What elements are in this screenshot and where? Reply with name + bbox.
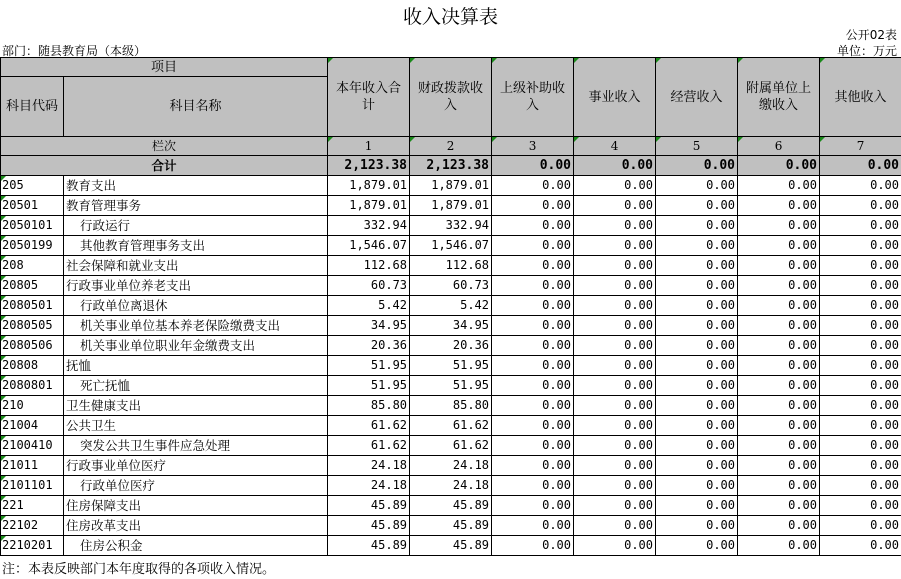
cell-value: 0.00 — [574, 456, 656, 476]
income-table — [0, 57, 901, 556]
cell-value: 0.00 — [656, 276, 738, 296]
cell-value: 0.00 — [656, 216, 738, 236]
subject-code: 20805 — [1, 276, 64, 296]
cell-value: 0.00 — [820, 216, 901, 236]
cell-value: 0.00 — [738, 416, 820, 436]
cell-value: 61.62 — [410, 416, 492, 436]
cell-value: 20.36 — [328, 336, 410, 356]
cell-value: 0.00 — [492, 396, 574, 416]
cell-value: 0.00 — [492, 476, 574, 496]
header-col-3: 上级补助收入 — [492, 58, 574, 137]
table-row — [1, 316, 901, 336]
subject-name: 突发公共卫生事件应急处理 — [64, 436, 328, 456]
subject-name: 住房保障支出 — [64, 496, 328, 516]
cell-value: 0.00 — [820, 336, 901, 356]
cell-value: 0.00 — [738, 216, 820, 236]
cell-value: 112.68 — [410, 256, 492, 276]
cell-value: 1,879.01 — [328, 176, 410, 196]
cell-value: 0.00 — [492, 276, 574, 296]
table-row — [1, 336, 901, 356]
subject-name: 机关事业单位职业年金缴费支出 — [64, 336, 328, 356]
header-col-7: 其他收入 — [820, 58, 901, 137]
total-label: 合计 — [1, 156, 328, 176]
table-row — [1, 416, 901, 436]
table-row — [1, 236, 901, 256]
cell-value: 0.00 — [656, 336, 738, 356]
subject-name: 机关事业单位基本养老保险缴费支出 — [64, 316, 328, 336]
cell-value: 0.00 — [492, 336, 574, 356]
subject-code: 2080801 — [1, 376, 64, 396]
cell-value: 0.00 — [492, 456, 574, 476]
cell-value: 0.00 — [492, 296, 574, 316]
cell-value: 0.00 — [574, 436, 656, 456]
table-row — [1, 376, 901, 396]
subject-code: 2080501 — [1, 296, 64, 316]
cell-value: 0.00 — [738, 376, 820, 396]
table-row — [1, 496, 901, 516]
column-index: 4 — [574, 137, 656, 156]
cell-value: 0.00 — [738, 516, 820, 536]
cell-value: 24.18 — [410, 476, 492, 496]
column-index: 5 — [656, 137, 738, 156]
subject-name: 行政事业单位养老支出 — [64, 276, 328, 296]
cell-value: 0.00 — [820, 476, 901, 496]
table-row — [1, 516, 901, 536]
subject-name: 行政运行 — [64, 216, 328, 236]
cell-value: 0.00 — [656, 316, 738, 336]
cell-value: 0.00 — [574, 316, 656, 336]
subject-code: 2080505 — [1, 316, 64, 336]
cell-value: 0.00 — [738, 396, 820, 416]
subject-name: 行政单位离退休 — [64, 296, 328, 316]
cell-value: 45.89 — [410, 496, 492, 516]
cell-value: 0.00 — [574, 276, 656, 296]
cell-value: 61.62 — [410, 436, 492, 456]
cell-value: 1,879.01 — [410, 176, 492, 196]
cell-value: 51.95 — [328, 356, 410, 376]
cell-value: 1,879.01 — [410, 196, 492, 216]
cell-value: 0.00 — [492, 256, 574, 276]
cell-value: 0.00 — [574, 296, 656, 316]
cell-value: 0.00 — [574, 396, 656, 416]
cell-value: 0.00 — [820, 416, 901, 436]
cell-value: 45.89 — [328, 496, 410, 516]
cell-value: 0.00 — [656, 516, 738, 536]
subject-code: 2050199 — [1, 236, 64, 256]
cell-value: 0.00 — [492, 516, 574, 536]
total-value: 0.00 — [574, 156, 656, 176]
cell-value: 0.00 — [738, 436, 820, 456]
cell-value: 1,546.07 — [328, 236, 410, 256]
table-row — [1, 536, 901, 556]
subject-name: 抚恤 — [64, 356, 328, 376]
cell-value: 0.00 — [656, 296, 738, 316]
subject-code: 2101101 — [1, 476, 64, 496]
cell-value: 0.00 — [574, 256, 656, 276]
total-value: 2,123.38 — [328, 156, 410, 176]
subject-code: 221 — [1, 496, 64, 516]
cell-value: 0.00 — [656, 496, 738, 516]
subject-code: 21004 — [1, 416, 64, 436]
cell-value: 0.00 — [820, 276, 901, 296]
cell-value: 0.00 — [574, 376, 656, 396]
table-row — [1, 436, 901, 456]
cell-value: 34.95 — [328, 316, 410, 336]
column-index: 3 — [492, 137, 574, 156]
cell-value: 0.00 — [738, 236, 820, 256]
cell-value: 45.89 — [328, 516, 410, 536]
cell-value: 0.00 — [492, 416, 574, 436]
cell-value: 0.00 — [574, 196, 656, 216]
subject-code: 20501 — [1, 196, 64, 216]
subject-code: 22102 — [1, 516, 64, 536]
total-value: 0.00 — [820, 156, 901, 176]
cell-value: 51.95 — [410, 356, 492, 376]
total-value: 0.00 — [738, 156, 820, 176]
cell-value: 61.62 — [328, 416, 410, 436]
subject-name: 公共卫生 — [64, 416, 328, 436]
cell-value: 5.42 — [410, 296, 492, 316]
cell-value: 20.36 — [410, 336, 492, 356]
cell-value: 0.00 — [656, 456, 738, 476]
cell-value: 0.00 — [574, 516, 656, 536]
cell-value: 0.00 — [656, 356, 738, 376]
cell-value: 0.00 — [820, 356, 901, 376]
subject-name: 卫生健康支出 — [64, 396, 328, 416]
cell-value: 0.00 — [492, 196, 574, 216]
total-value: 0.00 — [492, 156, 574, 176]
subject-code: 2080506 — [1, 336, 64, 356]
table-row — [1, 196, 901, 216]
cell-value: 0.00 — [492, 436, 574, 456]
subject-name: 教育支出 — [64, 176, 328, 196]
cell-value: 0.00 — [656, 256, 738, 276]
cell-value: 0.00 — [738, 336, 820, 356]
subject-code: 2050101 — [1, 216, 64, 236]
cell-value: 0.00 — [656, 416, 738, 436]
cell-value: 0.00 — [738, 536, 820, 556]
cell-value: 0.00 — [738, 456, 820, 476]
cell-value: 51.95 — [410, 376, 492, 396]
cell-value: 0.00 — [820, 536, 901, 556]
header-col-5: 经营收入 — [656, 58, 738, 137]
form-number: 公开02表 — [845, 28, 897, 42]
cell-value: 0.00 — [820, 196, 901, 216]
cell-value: 0.00 — [574, 536, 656, 556]
subject-name: 社会保障和就业支出 — [64, 256, 328, 276]
cell-value: 0.00 — [574, 236, 656, 256]
cell-value: 0.00 — [820, 316, 901, 336]
cell-value: 60.73 — [328, 276, 410, 296]
cell-value: 0.00 — [574, 476, 656, 496]
cell-value: 24.18 — [328, 476, 410, 496]
unit-label: 单位：万元 — [836, 44, 897, 58]
table-row — [1, 216, 901, 236]
subject-name: 行政事业单位医疗 — [64, 456, 328, 476]
subject-code: 2210201 — [1, 536, 64, 556]
cell-value: 85.80 — [410, 396, 492, 416]
department-label: 部门：随县教育局（本级） — [2, 44, 147, 58]
column-index: 6 — [738, 137, 820, 156]
header-col-1: 本年收入合计 — [328, 58, 410, 137]
header-name: 科目名称 — [64, 77, 328, 137]
cell-value: 0.00 — [656, 436, 738, 456]
table-row — [1, 296, 901, 316]
table-row — [1, 256, 901, 276]
cell-value: 332.94 — [328, 216, 410, 236]
table-row — [1, 396, 901, 416]
cell-value: 0.00 — [656, 376, 738, 396]
table-row — [1, 176, 901, 196]
cell-value: 0.00 — [820, 256, 901, 276]
cell-value: 0.00 — [738, 356, 820, 376]
cell-value: 0.00 — [656, 396, 738, 416]
total-value: 0.00 — [656, 156, 738, 176]
cell-value: 0.00 — [492, 356, 574, 376]
cell-value: 0.00 — [738, 276, 820, 296]
header-item: 项目 — [1, 58, 328, 77]
cell-value: 0.00 — [656, 476, 738, 496]
subject-name: 行政单位医疗 — [64, 476, 328, 496]
subject-code: 205 — [1, 176, 64, 196]
subject-code: 21011 — [1, 456, 64, 476]
subject-name: 住房改革支出 — [64, 516, 328, 536]
cell-value: 0.00 — [492, 216, 574, 236]
cell-value: 45.89 — [328, 536, 410, 556]
header-col-6: 附属单位上缴收入 — [738, 58, 820, 137]
cell-value: 0.00 — [656, 236, 738, 256]
cell-value: 0.00 — [738, 296, 820, 316]
cell-value: 0.00 — [820, 496, 901, 516]
cell-value: 0.00 — [820, 516, 901, 536]
column-index: 2 — [410, 137, 492, 156]
cell-value: 0.00 — [738, 196, 820, 216]
cell-value: 0.00 — [492, 536, 574, 556]
cell-value: 0.00 — [820, 176, 901, 196]
cell-value: 45.89 — [410, 536, 492, 556]
cell-value: 0.00 — [820, 436, 901, 456]
cell-value: 0.00 — [820, 396, 901, 416]
footnote: 注：本表反映部门本年度取得的各项收入情况。 — [2, 562, 276, 577]
subject-code: 210 — [1, 396, 64, 416]
cell-value: 0.00 — [738, 476, 820, 496]
cell-value: 0.00 — [492, 316, 574, 336]
cell-value: 0.00 — [574, 356, 656, 376]
cell-value: 0.00 — [820, 236, 901, 256]
cell-value: 112.68 — [328, 256, 410, 276]
cell-value: 61.62 — [328, 436, 410, 456]
cell-value: 0.00 — [656, 196, 738, 216]
cell-value: 45.89 — [410, 516, 492, 536]
cell-value: 0.00 — [738, 176, 820, 196]
cell-value: 0.00 — [820, 296, 901, 316]
cell-value: 85.80 — [328, 396, 410, 416]
subject-code: 2100410 — [1, 436, 64, 456]
cell-value: 0.00 — [820, 456, 901, 476]
cell-value: 0.00 — [574, 416, 656, 436]
cell-value: 5.42 — [328, 296, 410, 316]
header-code: 科目代码 — [1, 77, 64, 137]
subject-name: 死亡抚恤 — [64, 376, 328, 396]
cell-value: 0.00 — [492, 496, 574, 516]
header-col-2: 财政拨款收入 — [410, 58, 492, 137]
column-index-label: 栏次 — [1, 137, 328, 156]
cell-value: 0.00 — [738, 496, 820, 516]
cell-value: 0.00 — [656, 176, 738, 196]
table-row — [1, 476, 901, 496]
cell-value: 1,546.07 — [410, 236, 492, 256]
page-title: 收入决算表 — [402, 6, 498, 28]
subject-name: 其他教育管理事务支出 — [64, 236, 328, 256]
column-index: 1 — [328, 137, 410, 156]
cell-value: 0.00 — [492, 376, 574, 396]
cell-value: 0.00 — [574, 176, 656, 196]
subject-code: 208 — [1, 256, 64, 276]
total-value: 2,123.38 — [410, 156, 492, 176]
cell-value: 1,879.01 — [328, 196, 410, 216]
table-row — [1, 276, 901, 296]
cell-value: 0.00 — [574, 496, 656, 516]
subject-code: 20808 — [1, 356, 64, 376]
column-index: 7 — [820, 137, 901, 156]
cell-value: 0.00 — [738, 316, 820, 336]
cell-value: 51.95 — [328, 376, 410, 396]
table-row — [1, 456, 901, 476]
cell-value: 0.00 — [492, 176, 574, 196]
subject-name: 教育管理事务 — [64, 196, 328, 216]
cell-value: 60.73 — [410, 276, 492, 296]
table-row — [1, 356, 901, 376]
cell-value: 0.00 — [820, 376, 901, 396]
cell-value: 0.00 — [492, 236, 574, 256]
cell-value: 0.00 — [574, 336, 656, 356]
cell-value: 332.94 — [410, 216, 492, 236]
subject-name: 住房公积金 — [64, 536, 328, 556]
cell-value: 24.18 — [328, 456, 410, 476]
cell-value: 0.00 — [574, 216, 656, 236]
cell-value: 0.00 — [738, 256, 820, 276]
cell-value: 24.18 — [410, 456, 492, 476]
header-col-4: 事业收入 — [574, 58, 656, 137]
cell-value: 0.00 — [656, 536, 738, 556]
cell-value: 34.95 — [410, 316, 492, 336]
